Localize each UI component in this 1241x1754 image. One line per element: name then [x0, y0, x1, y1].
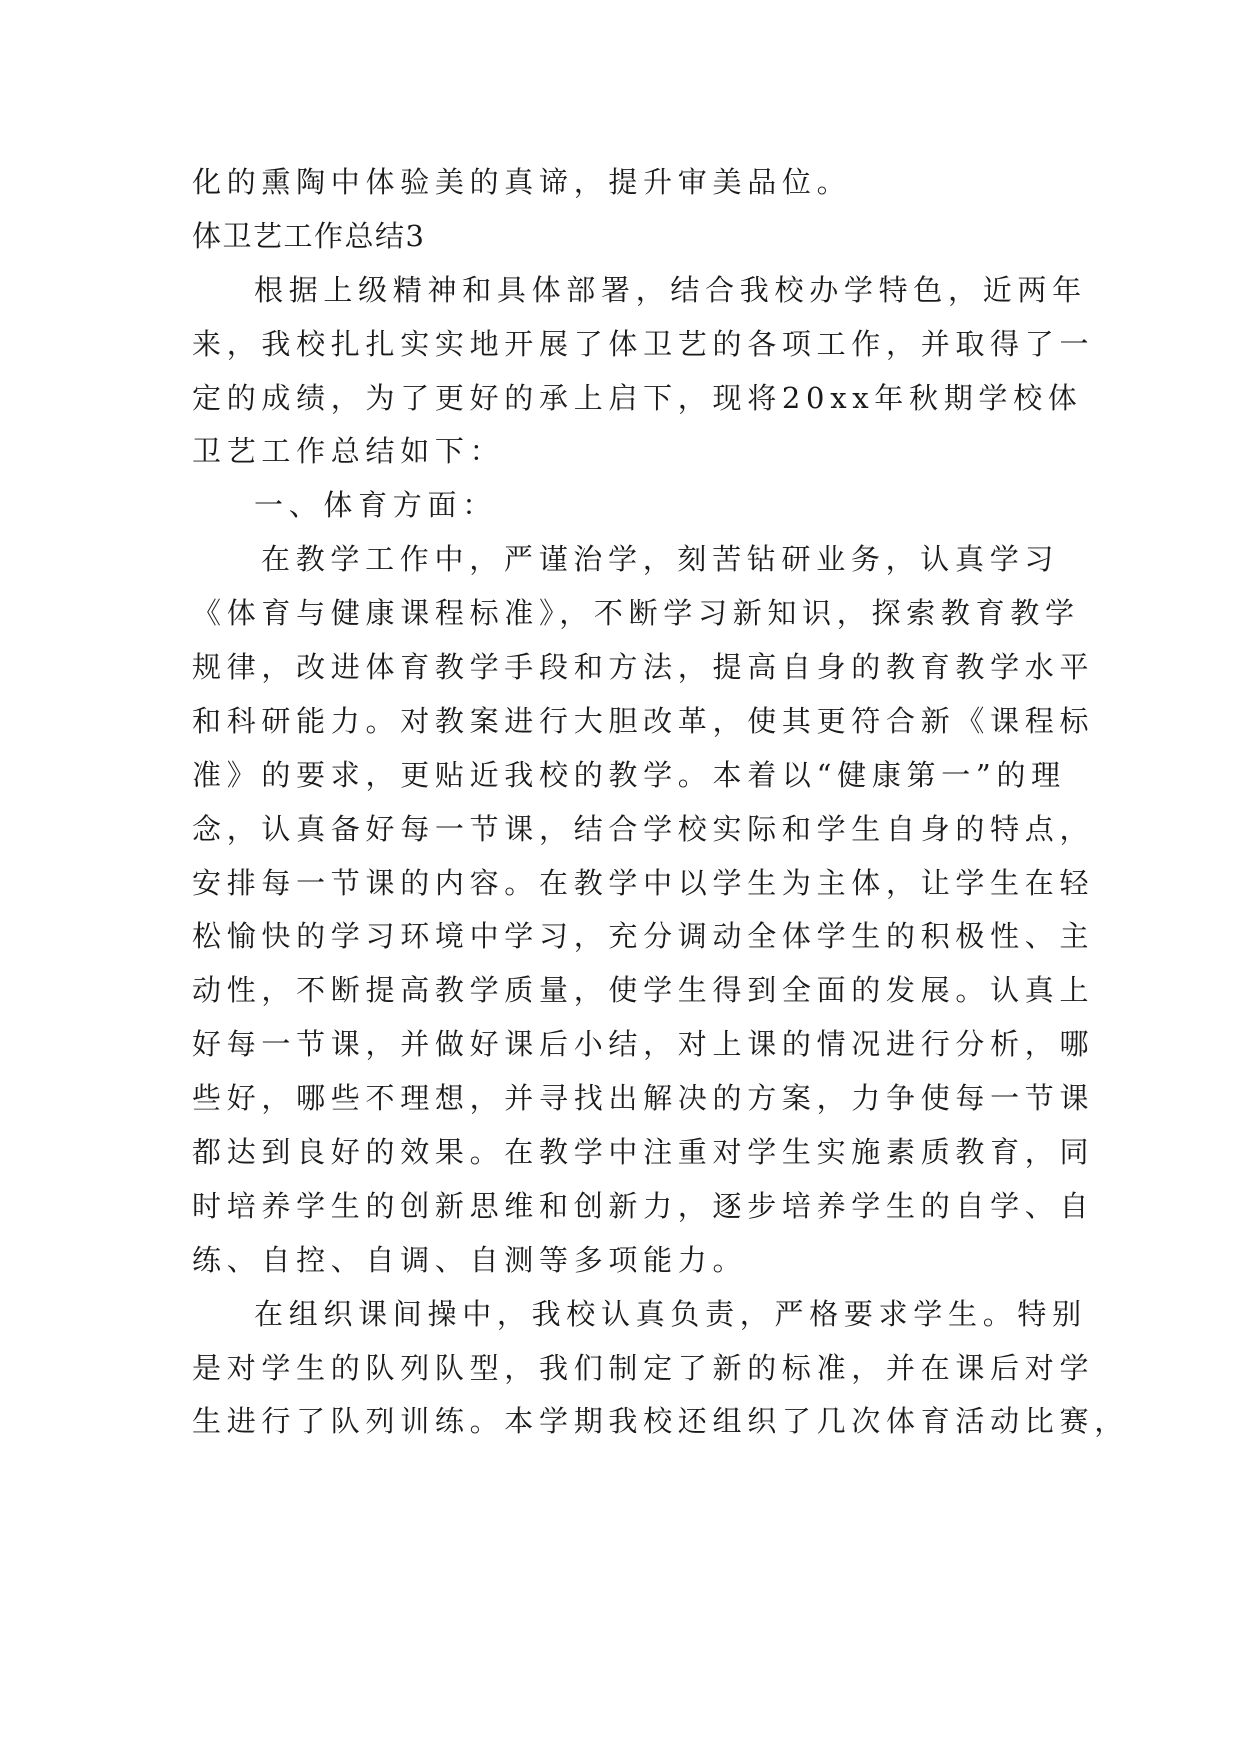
paragraph-line: 时培养学生的创新思维和创新力，逐步培养学生的自学、自	[192, 1188, 1095, 1223]
paragraph-line: 练、自控、自调、自测等多项能力。	[192, 1242, 748, 1277]
paragraph-line: 些好，哪些不理想，并寻找出解决的方案，力争使每一节课	[192, 1081, 1095, 1116]
paragraph-line: 安排每一节课的内容。在教学中以学生为主体，让学生在轻	[192, 865, 1095, 900]
paragraph-line: 念，认真备好每一节课，结合学校实际和学生自身的特点，	[192, 811, 1095, 846]
paragraph-line: 根据上级精神和具体部署，结合我校办学特色，近两年	[254, 272, 1087, 307]
paragraph-line: 松愉快的学习环境中学习，充分调动全体学生的积极性、主	[192, 919, 1095, 954]
paragraph-line: 规律，改进体育教学手段和方法，提高自身的教育教学水平	[192, 650, 1095, 685]
paragraph-line: 《体育与健康课程标准》，不断学习新知识，探索教育教学	[192, 596, 1080, 631]
paragraph-line: 好每一节课，并做好课后小结，对上课的情况进行分析，哪	[192, 1027, 1095, 1062]
paragraph-line: 来，我校扎扎实实地开展了体卫艺的各项工作，并取得了一	[192, 326, 1095, 361]
paragraph-line: 定的成绩，为了更好的承上启下，现将20xx年秋期学校体	[192, 380, 1083, 415]
paragraph-line: 化的熏陶中体验美的真谛，提升审美品位。	[192, 165, 852, 199]
paragraph-line: 卫艺工作总结如下：	[192, 434, 505, 469]
paragraph-line: 生进行了队列训练。本学期我校还组织了几次体育活动比赛，	[192, 1404, 1129, 1439]
paragraph-line: 动性，不断提高教学质量，使学生得到全面的发展。认真上	[192, 973, 1095, 1008]
paragraph-line: 在组织课间操中，我校认真负责，严格要求学生。特别	[254, 1296, 1087, 1331]
paragraph-line: 都达到良好的效果。在教学中注重对学生实施素质教育，同	[192, 1135, 1095, 1170]
paragraph-line: 和科研能力。对教案进行大胆改革，使其更符合新《课程标	[192, 703, 1095, 738]
section-title: 体卫艺工作总结3	[192, 218, 426, 253]
paragraph-line: 在教学工作中，严谨治学，刻苦钻研业务，认真学习	[261, 542, 1060, 577]
paragraph-line: 是对学生的队列队型，我们制定了新的标准，并在课后对学	[192, 1350, 1095, 1385]
subsection-heading: 一、体育方面：	[254, 488, 497, 523]
paragraph-line: 准》的要求，更贴近我校的教学。本着以“健康第一”的理	[192, 757, 1066, 792]
document-body	[192, 162, 1129, 1455]
